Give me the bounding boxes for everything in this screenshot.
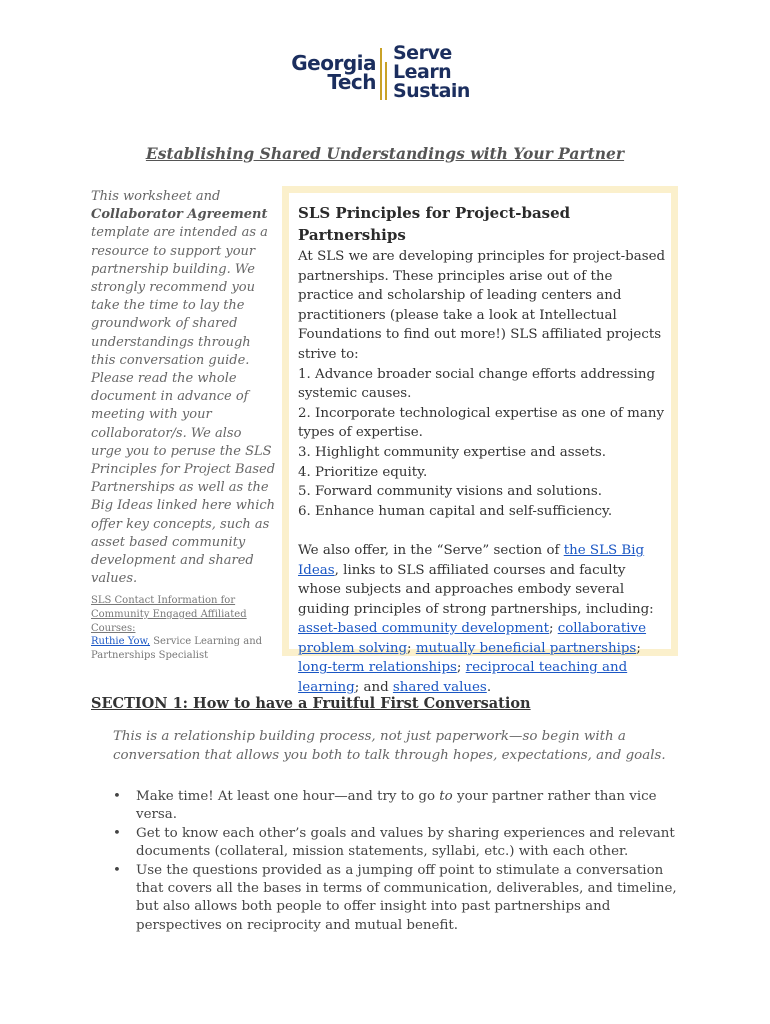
logo-line-serve: Serve bbox=[393, 42, 452, 64]
principle-item: 6. Enhance human capital and self-sufficiency. bbox=[298, 503, 613, 519]
separator: ; bbox=[548, 621, 558, 637]
logo-line-sustain: Sustain bbox=[393, 80, 470, 102]
logo-line-learn: Learn bbox=[393, 61, 452, 83]
asset-based-link[interactable]: asset-based community development bbox=[298, 621, 549, 637]
and-text: ; and bbox=[354, 680, 393, 696]
contact-name-link[interactable]: Ruthie Yow, bbox=[91, 636, 151, 648]
principle-item: 2. Incorporate technological expertise as one of many types of expertise. bbox=[298, 405, 665, 441]
logo-serve-learn-sustain bbox=[393, 44, 470, 101]
principles-intro: At SLS we are developing principles for project-based partnerships. These principles arise out of the practice and scholarship of leading centers and practitioners (please take a look at Intellectual Foundations to find out more!) SLS affiliated projects strive to: bbox=[298, 249, 666, 362]
page-title: Establishing Shared Understandings with Your Partner bbox=[145, 144, 625, 163]
bullet-text: Get to know each other’s goals and values by sharing experiences and relevant documents (collateral, mission statements, syllabi, etc.) with each other. bbox=[136, 825, 675, 860]
bullet-text: Make time! At least one hour—and try to go bbox=[136, 789, 440, 804]
bullet-icon: • bbox=[113, 825, 121, 841]
section-1-bullets bbox=[113, 788, 683, 935]
separator: ; bbox=[456, 660, 466, 676]
contact-heading: SLS Contact Information for Community Engaged Affiliated Courses: bbox=[91, 595, 247, 634]
sidebar-text-before: This worksheet and bbox=[91, 189, 221, 204]
section-1-heading: SECTION 1: How to have a Fruitful First Conversation bbox=[91, 695, 531, 712]
big-ideas-link[interactable]: the SLS Big Ideas bbox=[298, 542, 645, 578]
bullet-icon: • bbox=[113, 862, 121, 878]
reciprocal-link[interactable]: reciprocal teaching and learning bbox=[298, 660, 628, 696]
list-item bbox=[113, 862, 683, 936]
bullet-icon: • bbox=[113, 789, 121, 804]
logo-georgia-tech bbox=[272, 51, 376, 94]
sidebar-text-after: template are intended as a resource to support your partnership building. We strongly recommend you take the time to lay the groundwork of shared understandings through this conversation guide. Please read the whole document in advance of meeting with your collaborator/s. We also urge you to peruse the SLS Principles for Project Based Partnerships as well as the Big Ideas linked here which offer key concepts, such as asset based community development and shared values. bbox=[91, 225, 276, 587]
shared-values-link[interactable]: shared values bbox=[392, 680, 487, 696]
sidebar-bold: Collaborator Agreement bbox=[91, 207, 268, 223]
mutually-beneficial-link[interactable]: mutually beneficial partnerships bbox=[415, 640, 637, 656]
bullet-emphasis: to bbox=[439, 789, 453, 804]
principle-item: 3. Highlight community expertise and assets. bbox=[298, 444, 606, 460]
contact-role: Service Learning and Partnerships Specialist bbox=[91, 636, 263, 662]
list-item bbox=[113, 788, 683, 825]
long-term-link[interactable]: long-term relationships bbox=[298, 660, 457, 676]
principles-title: SLS Principles for Project-based Partnerships bbox=[298, 204, 571, 244]
bullet-text: your partner rather than vice versa. bbox=[136, 789, 657, 823]
period: . bbox=[486, 680, 492, 696]
contact-info bbox=[91, 594, 271, 663]
principle-item: 5. Forward community visions and solutions. bbox=[298, 484, 602, 500]
offer-pre: We also offer, in the “Serve” section of bbox=[298, 542, 564, 558]
separator: ; bbox=[407, 640, 416, 656]
offer-paragraph bbox=[298, 541, 670, 698]
logo-line-tech: Tech bbox=[327, 70, 376, 94]
principles-box bbox=[282, 186, 678, 696]
logo-line-georgia: Georgia bbox=[291, 51, 376, 75]
logo-divider bbox=[380, 48, 382, 100]
principle-item: 4. Prioritize equity. bbox=[298, 464, 428, 480]
principle-item: 1. Advance broader social change efforts addressing systemic causes. bbox=[298, 366, 656, 402]
bullet-text: Use the questions provided as a jumping off point to stimulate a conversation that covers all the bases in terms of communication, deliverables, and timeline, but also allows both people to offer insight into past partnerships and perspectives on reciprocity and mutual benefit. bbox=[136, 862, 677, 933]
section-1-intro: This is a relationship building process, not just paperwork—so begin with a conversation that allows you both to talk through hopes, expectations, and goals. bbox=[113, 729, 666, 763]
sidebar-intro bbox=[91, 188, 276, 588]
collaborative-link[interactable]: collaborative problem solving bbox=[298, 621, 647, 656]
offer-mid: , links to SLS affiliated courses and faculty whose subjects and approaches embody several guiding principles of strong partnerships, including: bbox=[298, 562, 654, 617]
logo-divider-short bbox=[385, 62, 387, 100]
georgia-tech-sls-logo bbox=[272, 44, 498, 104]
separator: ; bbox=[636, 640, 641, 656]
list-item bbox=[113, 825, 683, 862]
